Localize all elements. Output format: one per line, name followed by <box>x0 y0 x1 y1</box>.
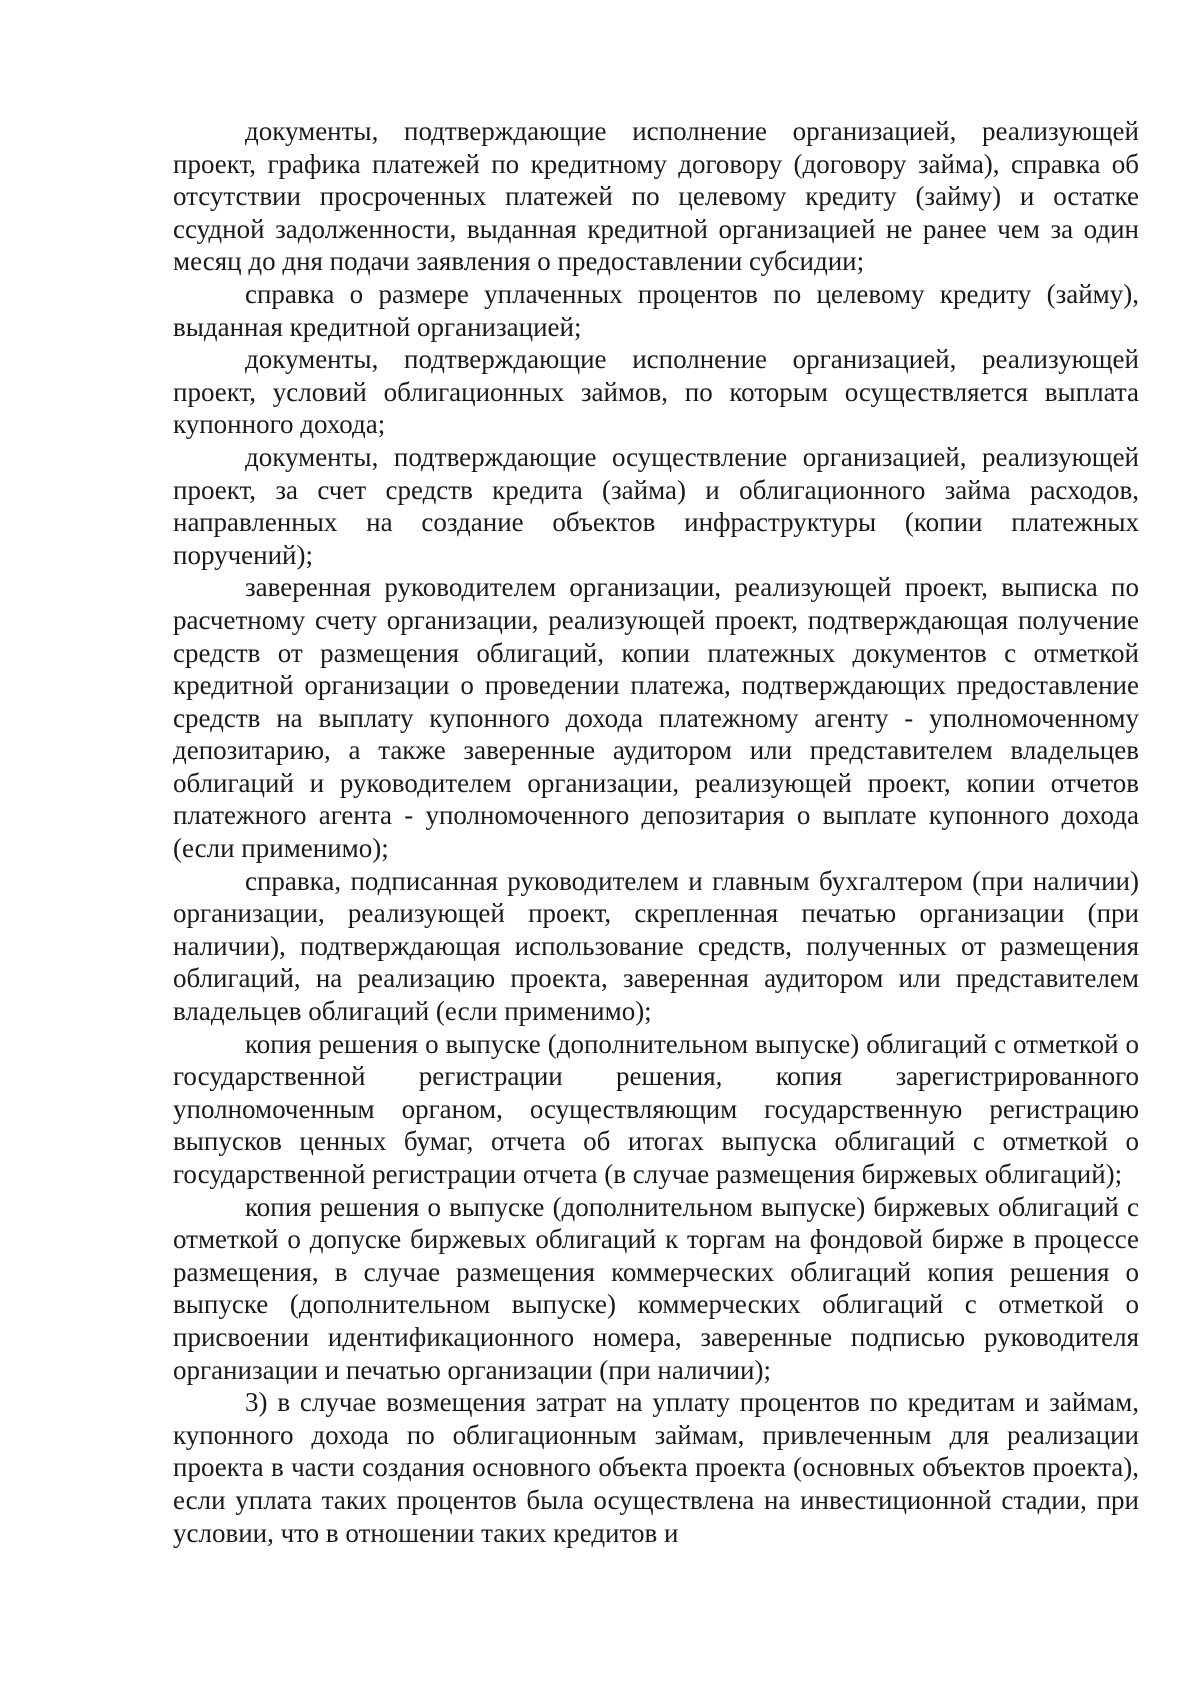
paragraph-repayment-schedule-docs: документы, подтверждающие исполнение организацией, реализующей проект, графика платежей по кредитному договору (договору займа), справка об отсутствии просроченных платежей по целевому кредиту (займу) и остатке ссудной задолженности, выданная кредитной организацией не ранее чем за один месяц до дня подачи заявления о предоставлении субсидии; <box>173 116 1139 277</box>
paragraph-interest-certificate: справка о размере уплаченных процентов по целевому кредиту (займу), выданная кредитной организацией; <box>173 278 1139 342</box>
paragraph-item-3: 3) в случае возмещения затрат на уплату процентов по кредитам и займам, купонного дохода по облигационным займам, привлеченным для реализации проекта в части создания основного объекта проекта (основных объектов проекта), если уплата таких процентов была осуществлена на инвестиционной стадии, при условии, что в отношении таких кредитов и <box>173 1387 1139 1548</box>
paragraph-infrastructure-expenses-docs: документы, подтверждающие осуществление организацией, реализующей проект, за счет средств кредита (займа) и облигационного займа расходов, направленных на создание объектов инфраструктуры (копии платежных поручений); <box>173 441 1139 570</box>
document-page <box>173 115 1139 1549</box>
paragraph-account-statement: заверенная руководителем организации, реализующей проект, выписка по расчетному счету организации, реализующей проект, подтверждающая получение средств от размещения облигаций, копии платежных документов с отметкой кредитной организации о проведении платежа, подтверждающих предоставление средств на выплату купонного дохода платежному агенту - уполномоченному депозитарию, а также заверенные аудитором или представителем владельцев облигаций и руководителем организации, реализующей проект, копии отчетов платежного агента - уполномоченного депозитария о выплате купонного дохода (если применимо); <box>173 572 1139 864</box>
paragraph-exchange-bond-decision: копия решения о выпуске (дополнительном выпуске) биржевых облигаций с отметкой о допуске биржевых облигаций к торгам на фондовой бирже в процессе размещения, в случае размещения коммерческих облигаций копия решения о выпуске (дополнительном выпуске) коммерческих облигаций с отметкой о присвоении идентификационного номера, заверенные подписью руководителя организации и печатью организации (при наличии); <box>173 1191 1139 1385</box>
paragraph-bond-issue-decision: копия решения о выпуске (дополнительном выпуске) облигаций с отметкой о государственной регистрации решения, копия зарегистрированного уполномоченным органом, осуществляющим государственную регистрацию выпусков ценных бумаг, отчета об итогах выпуска облигаций с отметкой о государственной регистрации отчета (в случае размещения биржевых облигаций); <box>173 1028 1139 1189</box>
paragraph-funds-usage-certificate: справка, подписанная руководителем и главным бухгалтером (при наличии) организации, реализующей проект, скрепленная печатью организации (при наличии), подтверждающая использование средств, полученных от размещения облигаций, на реализацию проекта, заверенная аудитором или представителем владельцев облигаций (если применимо); <box>173 865 1139 1027</box>
paragraph-bond-terms-docs: документы, подтверждающие исполнение организацией, реализующей проект, условий облигационных займов, по которым осуществляется выплата купонного дохода; <box>173 344 1139 440</box>
